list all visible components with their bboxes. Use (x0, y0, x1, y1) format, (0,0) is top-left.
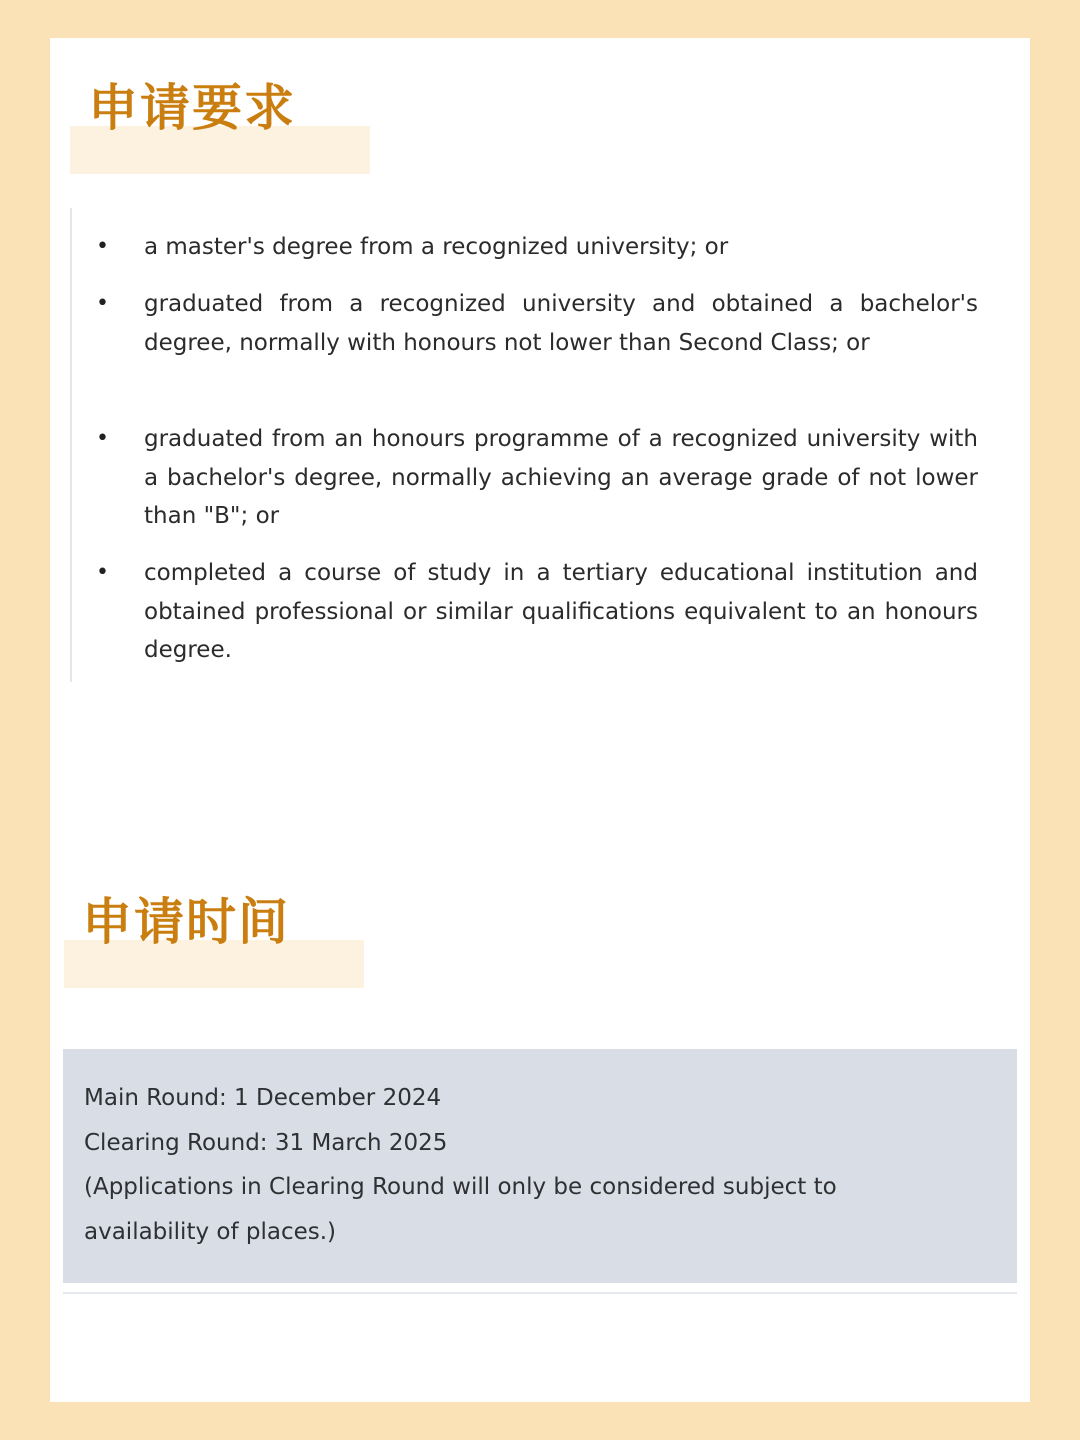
bullet-icon: • (96, 560, 109, 585)
main-round-date: Main Round: 1 December 2024 (84, 1085, 442, 1111)
application-dates-box (63, 1049, 1017, 1283)
application-time-heading-text: 申请时间 (82, 893, 290, 951)
requirements-heading (70, 78, 370, 188)
clearing-round-note: (Applications in Clearing Round will only be considered subject to availability of places.) (84, 1174, 837, 1245)
list-item-text: a master's degree from a recognized university; or (144, 234, 729, 260)
bullet-icon: • (96, 234, 109, 259)
content-card (50, 38, 1030, 1402)
list-item-text: graduated from a recognized university and obtained a bachelor's degree, normally with honours not lower than Second Class; or (144, 291, 978, 356)
requirements-list (70, 208, 980, 682)
application-time-heading (64, 892, 364, 1002)
divider (63, 1292, 1017, 1294)
list-item-text: graduated from an honours programme of a recognized university with a bachelor's degree, normally achieving an average grade of not lower than "B"; or (144, 426, 978, 529)
list-item-text: completed a course of study in a tertiary educational institution and obtained professional or similar qualifications equivalent to an honours degree. (144, 560, 978, 663)
clearing-round-date: Clearing Round: 31 March 2025 (84, 1129, 448, 1156)
application-dates (84, 1076, 964, 1254)
bullet-icon: • (96, 426, 109, 451)
requirements-heading-text: 申请要求 (88, 79, 296, 137)
bullet-icon: • (96, 291, 109, 316)
